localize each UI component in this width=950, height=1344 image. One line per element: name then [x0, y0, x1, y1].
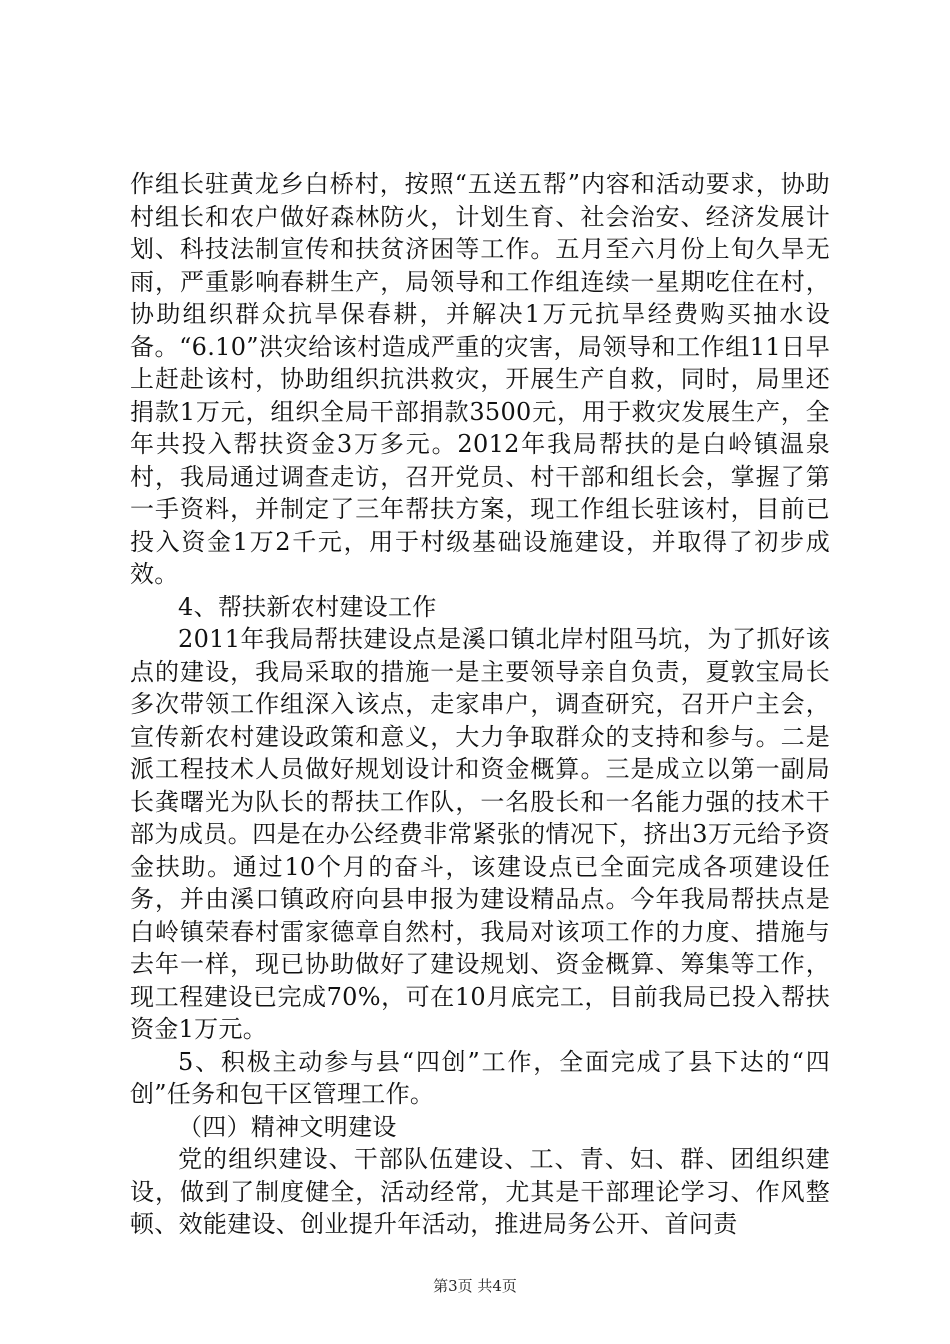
- paragraph-four-creations: 5、积极主动参与县“四创”工作，全面完成了县下达的“四创”任务和包干区管理工作。: [130, 1047, 830, 1108]
- paragraph-continuation: 作组长驻黄龙乡白桥村，按照“五送五帮”内容和活动要求，协助村组长和农户做好森林防火，计划生育、社会治安、经济发展计划、科技法制宣传和扶贫济困等工作。五月至六月份上旬久旱无雨，严重影响春耕生产，局领导和工作组连续一星期吃住在村，协助组织群众抗旱保春耕，并解决1万元抗旱经费购买抽水设备。“6.10”洪灾给该村造成严重的灾害，局领导和工作组11日早上赶赴该村，协助组织抗洪救灾，开展生产自救，同时，局里还捐款1万元，组织全局干部捐款3500元，用于救灾发展生产，全年共投入帮扶资金3万多元。2012年我局帮扶的是白岭镇温泉村，我局通过调查走访，召开党员、村干部和组长会，掌握了第一手资料，并制定了三年帮扶方案，现工作组长驻该村，目前已投入资金1万2千元，用于村级基础设施建设，并取得了初步成效。: [130, 170, 830, 588]
- paragraph-party-organization: 党的组织建设、干部队伍建设、工、青、妇、群、团组织建设，做到了制度健全，活动经常，尤其是干部理论学习、作风整顿、效能建设、创业提升年活动，推进局务公开、首问责: [130, 1145, 830, 1238]
- document-body: [130, 168, 830, 1241]
- paragraph-new-village-construction: 2011年我局帮扶建设点是溪口镇北岸村阻马坑，为了抓好该点的建设，我局采取的措施一是主要领导亲自负责，夏敦宝局长多次带领工作组深入该点，走家串户，调查研究，召开户主会，宣传新农村建设政策和意义，大力争取群众的支持和参与。二是派工程技术人员做好规划设计和资金概算。三是成立以第一副局长龚曙光为队长的帮扶工作队，一名股长和一名能力强的技术干部为成员。四是在办公经费非常紧张的情况下，挤出3万元给予资金扶助。通过10个月的奋斗，该建设点已全面完成各项建设任务，并由溪口镇政府向县申报为建设精品点。今年我局帮扶点是白岭镇荣春村雷家德章自然村，我局对该项工作的力度、措施与去年一样，现已协助做好了建设规划、资金概算、筹集等工作，现工程建设已完成70%，可在10月底完工，目前我局已投入帮扶资金1万元。: [130, 625, 830, 1043]
- section-heading-spiritual-civilization: （四）精神文明建设: [178, 1112, 397, 1141]
- page-footer: 第3页 共4页: [433, 1277, 517, 1295]
- section-heading-4: 4、帮扶新农村建设工作: [178, 592, 437, 621]
